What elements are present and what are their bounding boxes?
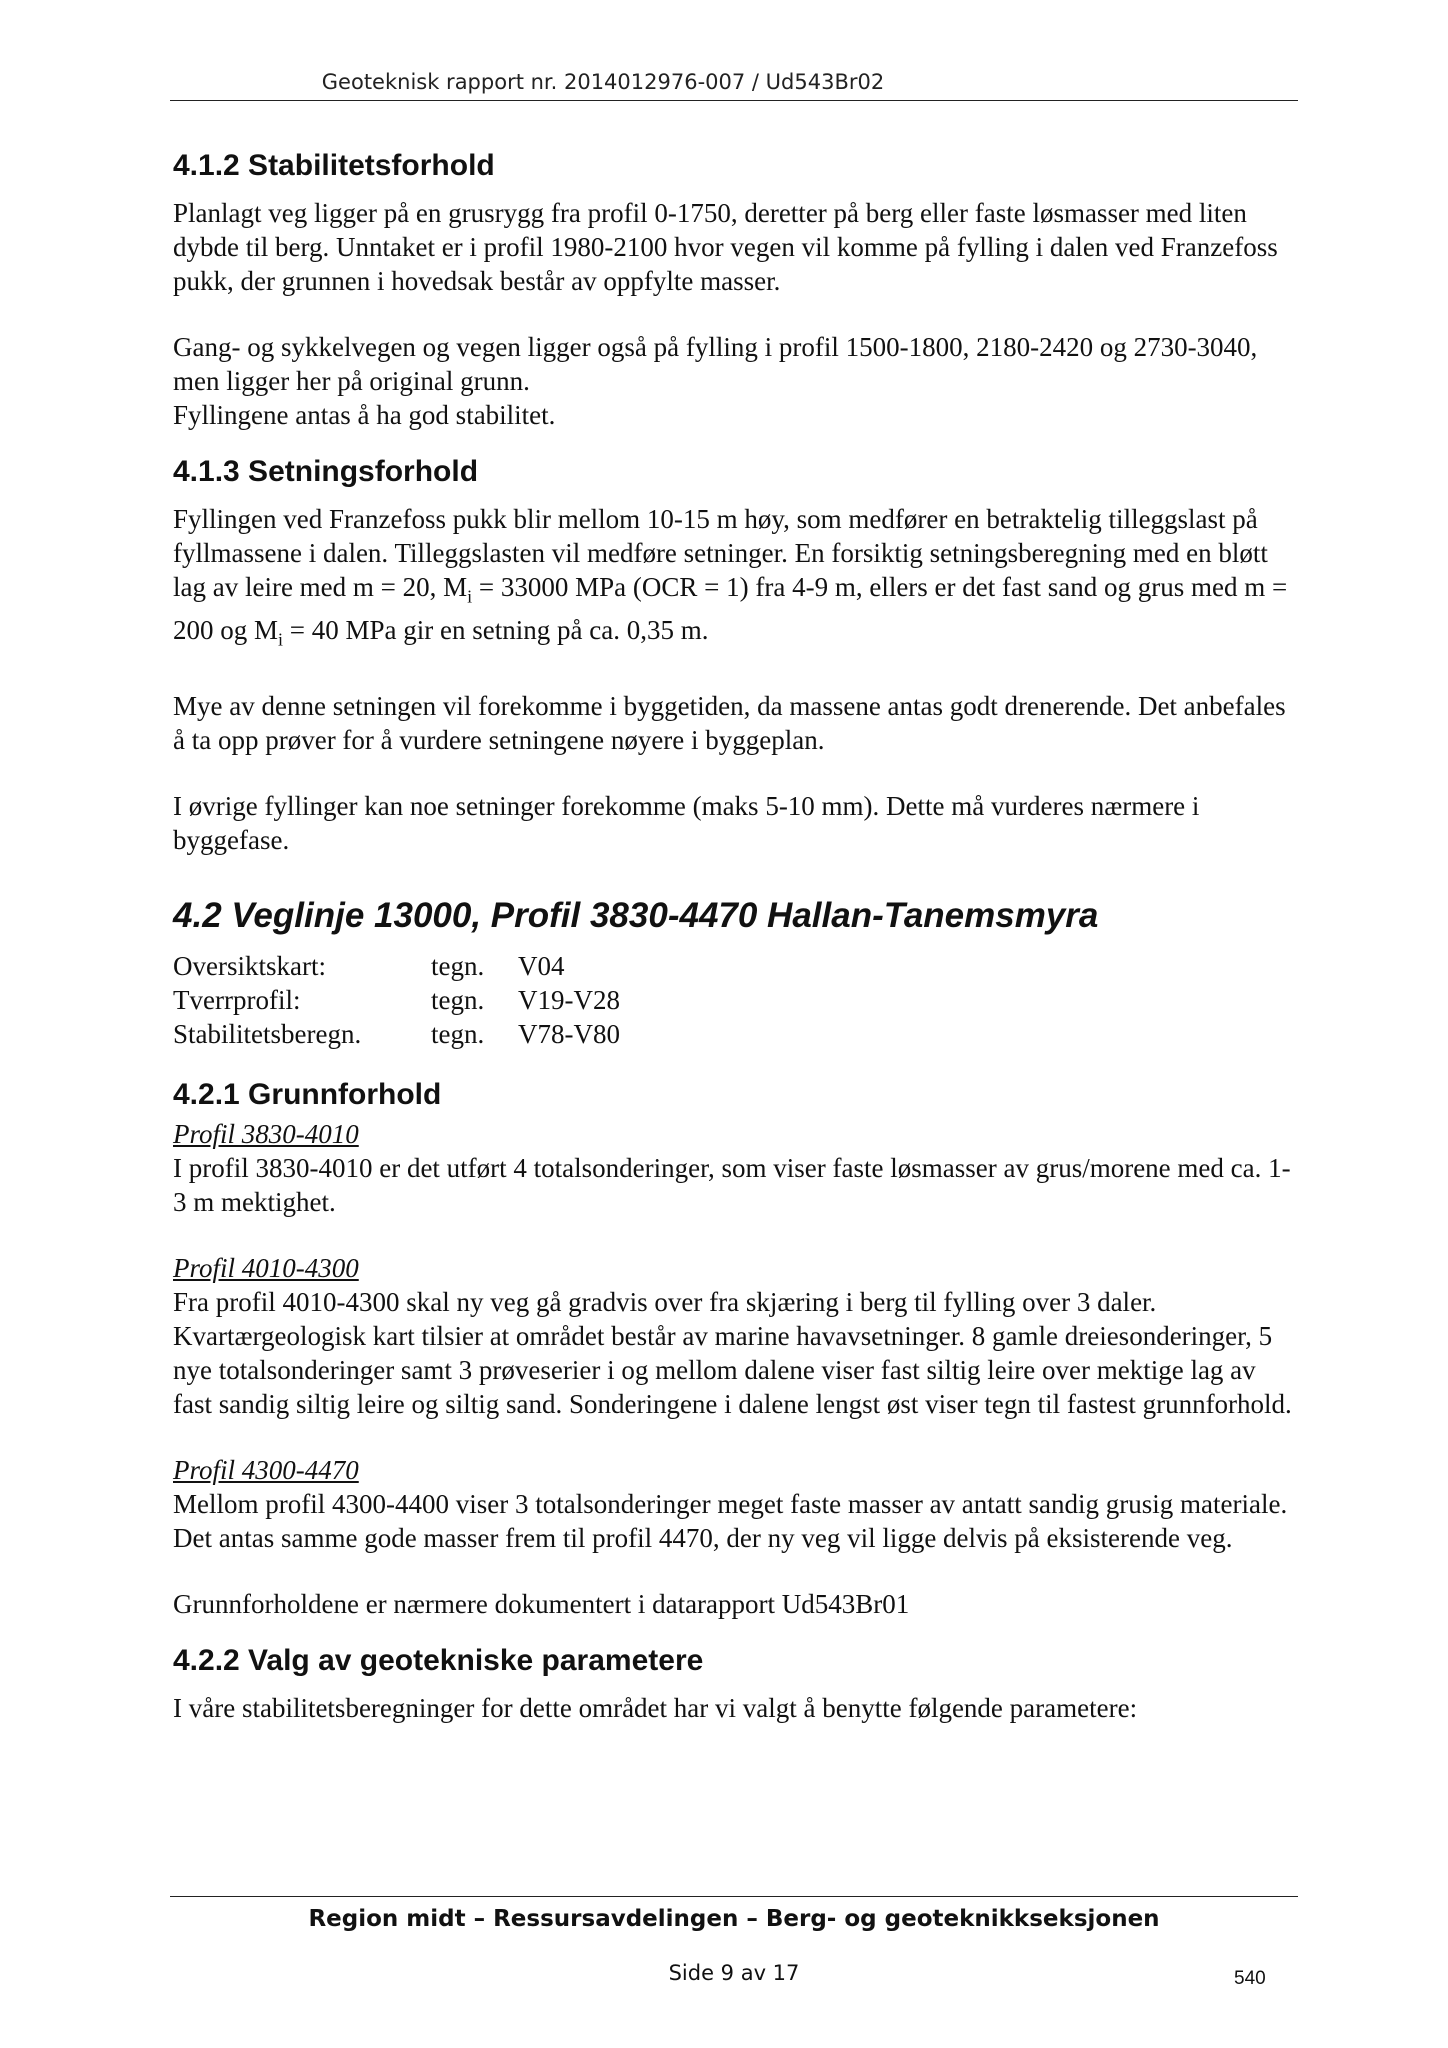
- paragraph-grunn-1: I profil 3830-4010 er det utført 4 totalsonderinger, som viser faste løsmasser av grus/morene med ca. 1-3 m mektighet.: [173, 1152, 1291, 1217]
- paragraph-stabilitet-2a: Gang- og sykkelvegen og vegen ligger også på fylling i profil 1500-1800, 2180-2420 og 2730-3040, men ligger her på original grunn.: [173, 332, 1258, 396]
- page-content: [173, 148, 1298, 1757]
- heading-4-1-2: 4.1.2 Stabilitetsforhold: [173, 149, 495, 182]
- heading-4-2: 4.2 Veglinje 13000, Profil 3830-4470 Hallan-Tanemsmyra: [173, 895, 1099, 935]
- paragraph-grunn-3: Mellom profil 4300-4400 viser 3 totalsonderinger meget faste masser av antatt sandig grusig materiale. Det antas samme gode masser frem til profil 4470, der ny veg vil ligge delvis på eksisterende veg.: [173, 1488, 1288, 1553]
- paragraph-setning-2: Mye av denne setningen vil forekomme i byggetiden, da massene antas godt drenerende. Det anbefales å ta opp prøver for å vurdere setningene nøyere i byggeplan.: [173, 690, 1286, 755]
- subheading-profil-3830-4010: Profil 3830-4010: [173, 1118, 359, 1149]
- ref-row-stabilitetsberegn: Stabilitetsberegn. tegn. V78-V80: [173, 1018, 620, 1049]
- footer-region: Region midt – Ressursavdelingen – Berg- og geoteknikkseksjonen: [308, 1906, 1160, 1932]
- paragraph-stabilitet-1: Planlagt veg ligger på en grusrygg fra profil 0-1750, deretter på berg eller faste løsmasser med liten dybde til berg. Unntaket er i profil 1980-2100 hvor vegen vil komme på fylling i dalen ved Franzefoss pukk, der grunnen i hovedsak består av oppfylte masser.: [173, 198, 1278, 296]
- paragraph-parametere: I våre stabilitetsberegninger for dette området har vi valgt å benytte følgende parametere:: [173, 1692, 1138, 1723]
- paragraph-setning-1: Fyllingen ved Franzefoss pukk blir mellom 10-15 m høy, som medfører en betraktelig tilleggslast på fyllmassene i dalen. Tilleggslasten vil medføre setninger. En forsiktig setningsberegning med en bløtt lag av leire med m = 20, $M_i = 33000$ MPa (OCR = 1) fra 4-9 m, ellers er det fast sand og grus med m = 200 og $M_i = 40$ MPa gir en setning på ca. 0,35 m.: [173, 504, 1288, 650]
- subheading-profil-4300-4470: Profil 4300-4470: [173, 1454, 359, 1485]
- paragraph-stabilitet-2b: Fyllingene antas å ha god stabilitet.: [173, 400, 556, 430]
- paragraph-grunn-4: Grunnforholdene er nærmere dokumentert i datarapport Ud543Br01: [173, 1588, 910, 1619]
- ref-row-tverrprofil: Tverrprofil: tegn. V19-V28: [173, 984, 620, 1015]
- subheading-profil-4010-4300: Profil 4010-4300: [173, 1252, 359, 1283]
- page-stamp: 540: [1234, 1968, 1266, 1989]
- ref-row-oversiktskart: Oversiktskart: tegn. V04: [173, 950, 565, 981]
- heading-4-2-2: 4.2.2 Valg av geotekniske parametere: [173, 1643, 704, 1677]
- page-number: Side 9 av 17: [668, 1961, 800, 1985]
- heading-4-2-1: 4.2.1 Grunnforhold: [173, 1077, 442, 1111]
- paragraph-grunn-2: Fra profil 4010-4300 skal ny veg gå gradvis over fra skjæring i berg til fylling over 3 daler. Kvartærgeologisk kart tilsier at området består av marine havavsetninger. 8 gamle dreiesonderinger, 5 nye totalsonderinger samt 3 prøveserier i og mellom dalene viser fast siltig leire over mektige lag av fast sandig siltig leire og siltig sand. Sonderingene i dalene lengst øst viser tegn til fastest grunnforhold.: [173, 1286, 1292, 1419]
- drawing-references: [173, 949, 1298, 1051]
- heading-4-1-3: 4.1.3 Setningsforhold: [173, 455, 479, 488]
- paragraph-setning-3: I øvrige fyllinger kan noe setninger forekomme (maks 5-10 mm). Dette må vurderes nærmere i byggefase.: [173, 790, 1200, 855]
- footer-rule: [170, 1896, 1298, 1897]
- header-rule: [170, 100, 1298, 101]
- page-header: Geoteknisk rapport nr. 2014012976-007 / Ud543Br02: [321, 70, 885, 94]
